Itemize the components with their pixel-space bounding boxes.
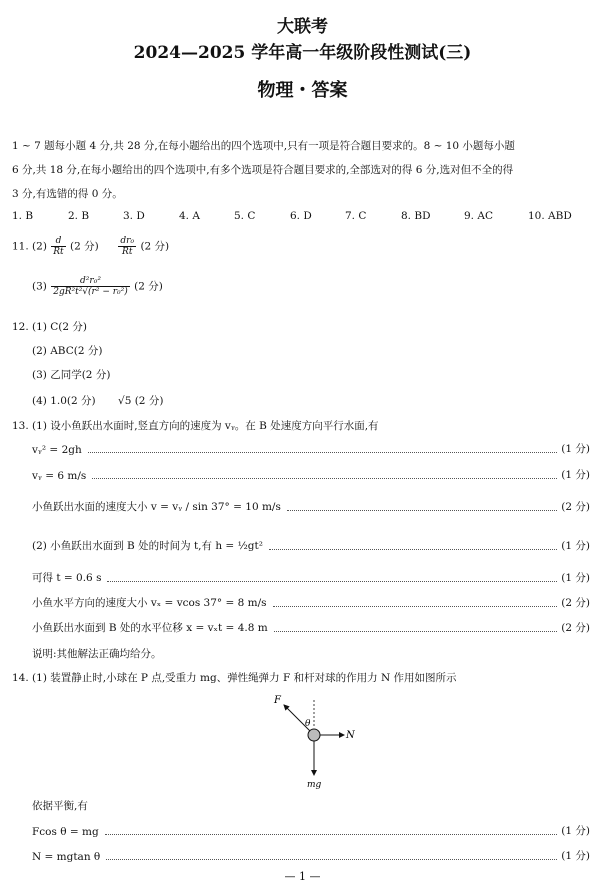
mc-answer-5: 5. C bbox=[234, 210, 256, 222]
instruction-line-3: 3 分,有选错的得 0 分。 bbox=[12, 188, 123, 200]
label-f: F bbox=[274, 695, 281, 706]
mc-answer-7: 7. C bbox=[345, 210, 367, 222]
q11-points-2: (2 分) bbox=[140, 240, 170, 253]
q13-intro: 13. (1) 设小鱼跃出水面时,竖直方向的速度为 vᵧ。在 B 处速度方向平行水面,有 bbox=[12, 420, 379, 432]
instruction-line-1: 1 ~ 7 题每小题 4 分,共 28 分,在每小题给出的四个选项中,只有一项是符合题目要求的。8 ~ 10 小题每小题 bbox=[12, 140, 515, 152]
q13-note: 说明:其他解法正确均给分。 bbox=[32, 648, 162, 660]
q11-row-1 bbox=[12, 236, 169, 257]
q13-step-7: 小鱼跃出水面到 B 处的水平位移 x = vₓt = 4.8 m (2 分) bbox=[32, 622, 590, 634]
exam-title: 2024—2025 学年高一年级阶段性测试(三) bbox=[133, 43, 472, 63]
q14-balance: 依据平衡,有 bbox=[32, 800, 88, 812]
q13-step-1: vᵧ² = 2gh (1 分) bbox=[32, 443, 590, 456]
mc-answer-3: 3. D bbox=[123, 210, 145, 222]
mc-answer-1: 1. B bbox=[12, 210, 34, 222]
q12-part-1: 12. (1) C(2 分) bbox=[12, 321, 87, 333]
label-n: N bbox=[346, 730, 355, 741]
q13-step-2: vᵧ = 6 m/s (1 分) bbox=[32, 469, 590, 482]
force-diagram bbox=[262, 690, 362, 790]
q13-step-4: (2) 小鱼跃出水面到 B 处的时间为 t,有 h = ½gt² (1 分) bbox=[32, 540, 590, 552]
q14-step-1: Fcos θ = mg (1 分) bbox=[32, 825, 590, 838]
q13-step-6: 小鱼水平方向的速度大小 vₓ = vcos 37° = 8 m/s (2 分) bbox=[32, 597, 590, 609]
q11-row-2 bbox=[32, 276, 163, 297]
q11-points-3: (2 分) bbox=[134, 280, 163, 293]
q14-step-2: N = mgtan θ (1 分) bbox=[32, 850, 590, 863]
q12-part-2: (2) ABC(2 分) bbox=[32, 345, 103, 357]
mc-answer-10: 10. ABD bbox=[528, 210, 572, 222]
subject-title: 物理・答案 bbox=[257, 80, 348, 101]
q11-part-3: (3) bbox=[32, 280, 47, 293]
mc-answer-8: 8. BD bbox=[401, 210, 431, 222]
q13-step-5: 可得 t = 0.6 s (1 分) bbox=[32, 572, 590, 584]
mc-answer-9: 9. AC bbox=[464, 210, 493, 222]
q12-part-4b: √5 (2 分) bbox=[118, 395, 164, 407]
q12-part-4a: (4) 1.0(2 分) bbox=[32, 395, 96, 407]
q11-fraction-1: $\frac{d}{Rt}$ bbox=[53, 236, 64, 257]
org-title: 大联考 bbox=[277, 17, 328, 37]
mc-answer-2: 2. B bbox=[68, 210, 90, 222]
label-theta: θ bbox=[305, 719, 311, 729]
q11-points-1: (2 分) bbox=[70, 240, 99, 253]
q12-part-3: (3) 乙同学(2 分) bbox=[32, 369, 111, 381]
mc-answer-4: 4. A bbox=[179, 210, 200, 222]
q13-step-3: 小鱼跃出水面的速度大小 v = vᵧ / sin 37° = 10 m/s (2 分) bbox=[32, 501, 590, 513]
instruction-line-2: 6 分,共 18 分,在每小题给出的四个选项中,有多个选项是符合题目要求的,全部选对的得 6 分,选对但不全的得 bbox=[12, 164, 514, 176]
mc-answer-6: 6. D bbox=[290, 210, 312, 222]
q14-intro: 14. (1) 装置静止时,小球在 P 点,受重力 mg、弹性绳弹力 F 和杆对球的作用力 N 作用如图所示 bbox=[12, 672, 457, 684]
page-number: — 1 — bbox=[284, 870, 321, 883]
q11-fraction-2: $\frac{\text{dr₀}}{Rt}$ bbox=[120, 236, 135, 257]
ball bbox=[308, 729, 320, 741]
q11-label: 11. (2) bbox=[12, 240, 47, 253]
q11-fraction-3: $\frac{\text{d²r₀²}}{\text{2gR²t²√(r² − r₀²)}}$ bbox=[53, 276, 128, 297]
label-mg: mg bbox=[307, 780, 322, 790]
